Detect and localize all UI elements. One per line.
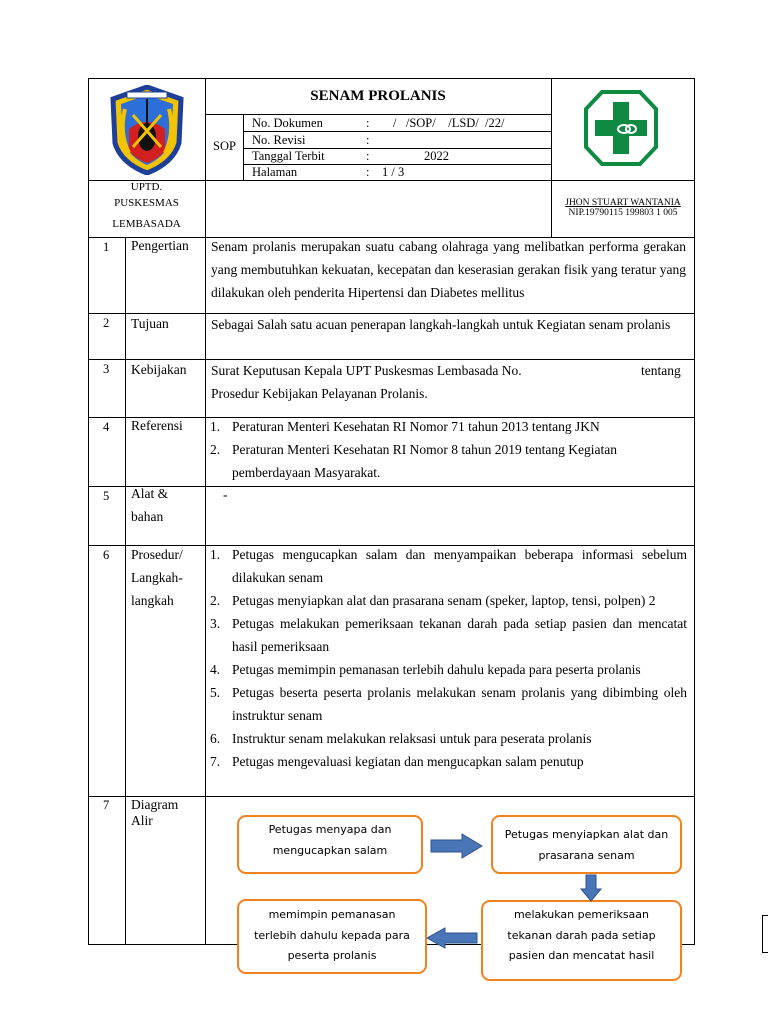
row-number-2: 2 [103,316,110,330]
flow-arrow-right [430,833,484,859]
meta-value-tanggal-terbit: 2022 [424,149,449,163]
table-border-top [88,78,695,79]
kebijakan-line-1: Surat Keputusan Kepala UPT Puskesmas Lembasada No. [211,363,522,378]
list-item: 2. Petugas menyiapkan alat dan prasarana senam (speker, laptop, tensi, polpen) 2 [210,593,656,608]
column-divider-number [125,237,126,945]
row-label-prosedur-line-2: Langkah- [131,570,183,585]
prosedur-step-4: Petugas memimpin pemanasan terlebih dahulu kepada para peserta prolanis [232,662,641,677]
list-item: 6. Instruktur senam melakukan relaksasi untuk para peserata prolanis [210,731,592,746]
meta-sep-halaman: : [366,165,370,179]
pengertian-text: Senam prolanis merupakan suatu cabang olahraga yang melibatkan performa gerakan yang membutuhkan kekuatan, kecepatan dan keserasian gerakan fisik yang teratur yang dilakukan oleh penderita Hipertensi dan Diabetes mellitus [211,239,686,300]
prosedur-step-2: Petugas menyiapkan alat dan prasarana senam (speker, laptop, tensi, polpen) 2 [232,593,656,608]
prosedur-step-5: Petugas beserta peserta prolanis melakukan senam prolanis yang dibimbing oleh instruktur senam [232,685,687,723]
row-label-kebijakan: Kebijakan [131,362,187,377]
row-number-7: 7 [103,798,110,812]
referensi-item-2: Peraturan Menteri Kesehatan RI Nomor 8 tahun 2019 tentang Kegiatan pemberdayaan Masyarakat. [232,442,618,480]
row-divider-5 [88,486,695,487]
prosedur-step-6: Instruktur senam melakukan relaksasi untuk para peserata prolanis [232,731,592,746]
row-label-diagram-line-2: Alir [131,813,153,828]
list-item: 1. Peraturan Menteri Kesehatan RI Nomor 71 tahun 2013 tentang JKN [210,419,600,434]
row-label-pengertian: Pengertian [131,238,189,253]
flow-step-greeting [237,815,423,874]
tujuan-text: Sebagai Salah satu acuan penerapan langkah-langkah untuk Kegiatan senam prolanis [211,317,671,332]
meta-label-no-revisi: No. Revisi [252,133,306,147]
organization-name [88,181,205,235]
row-label-diagram [131,797,178,829]
row-label-prosedur-line-3: langkah [131,593,174,608]
row-number-5: 5 [103,489,110,503]
sop-label: SOP [213,139,236,153]
meta-value-no-dokumen: / /SOP/ /LSD/ /22/ [393,116,505,130]
flow-step-blood-pressure [481,900,682,981]
meta-sep-no-dokumen: : [366,116,370,130]
meta-sep-tanggal-terbit: : [366,149,370,163]
regional-coat-of-arms-icon [107,85,187,175]
list-item: 1. Petugas mengucapkan salam dan menyampaikan beberapa informasi sebelum dilakukan senam [210,547,687,585]
flow-step-warm-up [237,899,427,974]
kebijakan-line-1-right: tentang [641,363,681,378]
prosedur-list [207,543,687,773]
prosedur-step-1: Petugas mengucapkan salam dan menyampaikan beberapa informasi sebelum dilakukan senam [232,547,687,585]
row-label-prosedur-line-1: Prosedur/ [131,547,183,562]
flow-step-prepare-equipment [491,815,682,874]
row-number-3: 3 [103,362,110,376]
meta-divider-1 [243,131,551,132]
prosedur-step-7: Petugas mengevaluasi kegiatan dan mengucapkan salam penutup [232,754,584,769]
alat-text: - [223,487,228,502]
row-label-referensi: Referensi [131,418,183,433]
list-item: 4. Petugas memimpin pemanasan terlebih dahulu kepada para peserta prolanis [210,662,641,677]
org-line-3: LEMBASADA [112,218,181,230]
row-label-prosedur [131,543,183,612]
row-label-alat [131,482,168,528]
flow-step-greeting-text: Petugas menyapa dan mengucapkan salam [268,823,392,857]
list-item: 5. Petugas beserta peserta prolanis melakukan senam prolanis yang dibimbing oleh instruktur senam [210,685,687,723]
row-label-alat-line-1: Alat & [131,486,169,501]
flow-arrow-left [426,927,478,949]
referensi-item-1: Peraturan Menteri Kesehatan RI Nomor 71 tahun 2013 tentang JKN [232,419,600,434]
row-number-4: 4 [103,420,110,434]
kebijakan-line-2: Prosedur Kebijakan Pelayanan Prolanis. [211,386,428,401]
arrow-down-icon [581,875,601,901]
referensi-list [207,415,665,484]
flow-step-warm-up-text: memimpin pemanasan terlebih dahulu kepada para peserta prolanis [254,908,410,962]
left-logo [107,85,187,175]
meta-value-halaman: 1 / 3 [382,165,405,179]
health-center-cross-icon [584,89,658,167]
list-item: 2. Peraturan Menteri Kesehatan RI Nomor 8 tahun 2019 tentang Kegiatan pemberdayaan Masyarakat. [210,442,618,480]
arrow-right-icon [431,834,482,858]
meta-label-halaman: Halaman [252,165,298,179]
flow-step-blood-pressure-text: melakukan pemeriksaan tekanan darah pada setiap pasien dan mencatat hasil [507,908,656,962]
page-edge-artifact [762,915,768,953]
row-label-tujuan: Tujuan [131,316,169,331]
meta-label-no-dokumen: No. Dokumen [252,116,323,130]
row-number-1: 1 [103,240,110,254]
row-divider-7 [88,796,695,797]
prosedur-step-3: Petugas melakukan pemeriksaan tekanan darah pada setiap pasien dan mencatat hasil pemeriksaan [232,616,687,654]
org-line-1: UPTD. [130,181,163,193]
arrow-left-icon [427,928,477,948]
list-item: 3. Petugas melakukan pemeriksaan tekanan darah pada setiap pasien dan mencatat hasil pemeriksaan [210,616,687,654]
flow-step-prepare-equipment-text: Petugas menyiapkan alat dan prasarana senam [504,828,669,862]
document-title: SENAM PROLANIS [310,88,446,104]
meta-label-tanggal-terbit: Tanggal Terbit [252,149,325,163]
signer-nip: NIP.19790115 199803 1 005 [568,208,678,218]
flow-arrow-down [580,874,602,902]
list-item: 7. Petugas mengevaluasi kegiatan dan mengucapkan salam penutup [210,754,584,769]
row-label-diagram-line-1: Diagram [131,797,179,812]
meta-sep-no-revisi: : [366,133,370,147]
row-number-6: 6 [103,548,110,562]
column-divider-label [205,78,206,945]
signer-name: JHON STUART WANTANIA [565,198,681,208]
right-logo [584,89,658,167]
title-divider [205,114,551,115]
row-label-alat-line-2: bahan [131,509,164,524]
org-line-2: PUSKESMAS [114,197,179,209]
